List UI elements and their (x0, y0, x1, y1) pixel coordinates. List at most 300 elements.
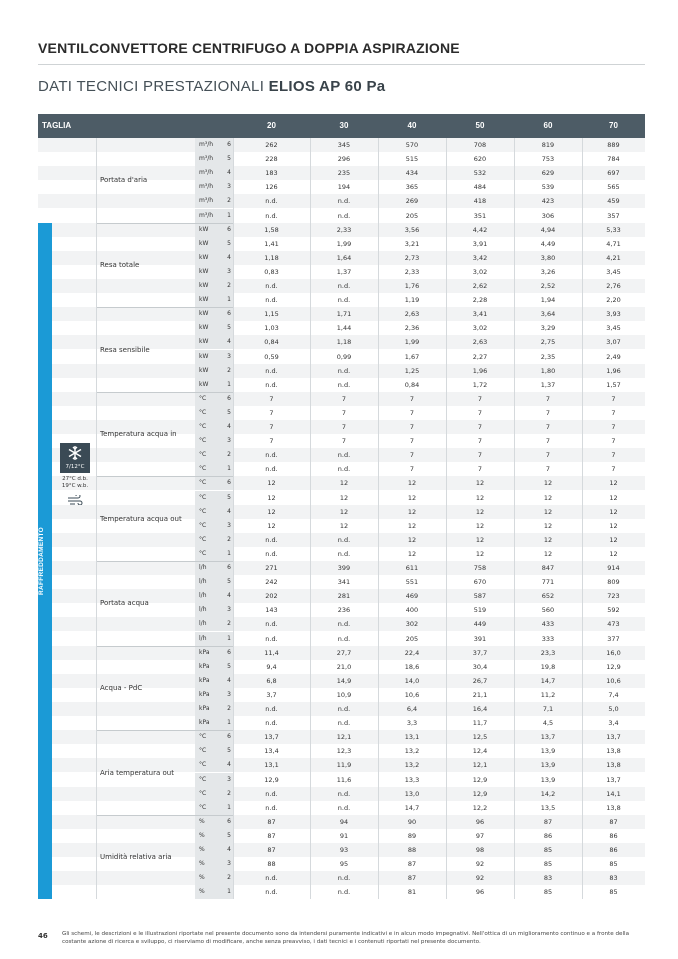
speed-level-cell: 3 (227, 521, 231, 529)
value-cell: 2,20 (606, 296, 621, 305)
header-size-60: 60 (543, 121, 553, 130)
value-cell: 3,41 (472, 310, 488, 319)
value-cell: n.d. (265, 211, 278, 220)
speed-level-cell: 4 (227, 507, 231, 515)
group-divider (96, 307, 233, 308)
value-cell: 87 (407, 874, 417, 883)
value-cell: 13,8 (606, 761, 621, 770)
value-cell: 86 (609, 846, 618, 854)
value-cell: 3,93 (606, 310, 621, 319)
value-cell: 202 (265, 592, 278, 601)
value-cell: n.d. (337, 549, 351, 558)
value-cell: 2,36 (404, 324, 420, 333)
value-cell: 1,18 (336, 338, 352, 347)
value-cell: 0,59 (264, 352, 279, 361)
unit-cell: °C (195, 420, 233, 434)
value-cell: 37,7 (472, 648, 488, 657)
value-cell: 3,4 (608, 719, 619, 728)
value-cell: 12 (475, 479, 485, 488)
value-cell: 3,3 (406, 719, 418, 728)
speed-level-cell: 6 (227, 733, 231, 741)
unit-cell: m³/h (195, 166, 233, 180)
unit-cell: kW (195, 223, 233, 237)
unit-cell: kW (195, 265, 233, 279)
unit-cell: °C (195, 476, 233, 490)
value-cell: 784 (607, 155, 620, 164)
value-cell: 10,9 (336, 690, 352, 699)
header-size-30: 30 (339, 121, 349, 130)
page-number: 46 (38, 932, 48, 940)
unit-cell: kW (195, 378, 233, 392)
value-cell: 85 (543, 888, 553, 897)
value-cell: 14,2 (540, 789, 556, 798)
speed-level-cell: 5 (227, 831, 231, 839)
value-cell: 81 (407, 888, 417, 897)
unit-cell: °C (195, 533, 233, 547)
value-cell: n.d. (337, 874, 351, 883)
unit-cell: l/h (195, 617, 233, 631)
column-divider (310, 138, 311, 899)
value-cell: 3,02 (472, 324, 488, 333)
value-cell: 281 (337, 592, 351, 601)
value-cell: 3,56 (404, 225, 420, 234)
column-divider (446, 138, 447, 899)
value-cell: 12 (543, 479, 553, 488)
speed-level-cell: 1 (227, 549, 231, 557)
value-cell: 16,0 (606, 648, 621, 657)
speed-level-cell: 1 (227, 888, 231, 896)
value-cell: 194 (337, 183, 351, 192)
unit-cell: % (195, 815, 233, 829)
group-label: Temperatura acqua out (100, 514, 182, 523)
header-size-50: 50 (475, 121, 485, 130)
value-cell: 27,7 (336, 648, 352, 657)
value-cell: 0,84 (404, 380, 420, 389)
value-cell: n.d. (337, 705, 351, 713)
value-cell: n.d. (265, 366, 278, 375)
value-cell: 433 (541, 620, 555, 629)
unit-cell: % (195, 843, 233, 857)
value-cell: 12 (267, 493, 276, 502)
column-divider (378, 138, 379, 899)
value-cell: 0,99 (336, 352, 352, 361)
value-cell: 399 (337, 564, 351, 572)
value-cell: 1,57 (606, 380, 621, 389)
value-cell: 12,9 (472, 775, 488, 784)
value-cell: 620 (473, 155, 487, 164)
value-cell: 21,0 (336, 662, 352, 671)
value-cell: 12 (407, 549, 417, 558)
speed-level-cell: 2 (227, 705, 231, 712)
value-cell: 12 (407, 507, 417, 516)
value-cell: 2,33 (404, 267, 420, 276)
column-divider (233, 138, 234, 899)
value-cell: 7 (545, 465, 551, 474)
unit-cell: °C (195, 758, 233, 772)
value-cell: 2,75 (540, 338, 556, 347)
value-cell: 13,1 (264, 761, 279, 770)
value-cell: 592 (607, 606, 620, 615)
value-cell: n.d. (265, 549, 278, 558)
value-cell: 4,21 (606, 253, 621, 262)
value-cell: 1,37 (540, 380, 556, 389)
value-cell: 13,1 (404, 733, 420, 742)
value-cell: 13,8 (606, 803, 621, 812)
value-cell: 7 (545, 451, 551, 460)
cooling-section-label: RAFFREDDAMENTO (38, 527, 45, 595)
value-cell: 7 (611, 408, 616, 417)
value-cell: 7 (409, 465, 415, 474)
value-cell: 87 (543, 817, 553, 826)
value-cell: 183 (265, 169, 278, 178)
value-cell: 723 (607, 592, 620, 601)
value-cell: n.d. (337, 366, 351, 375)
speed-level-cell: 5 (227, 493, 231, 501)
value-cell: 93 (339, 846, 349, 854)
value-cell: 87 (267, 846, 276, 854)
value-cell: 12 (339, 493, 349, 502)
value-cell: 1,15 (264, 310, 279, 319)
value-cell: 7 (545, 408, 551, 417)
value-cell: 13,7 (606, 775, 621, 784)
unit-cell: kW (195, 237, 233, 251)
value-cell: 7 (611, 394, 616, 403)
speed-level-cell: 6 (227, 225, 231, 233)
speed-level-cell: 6 (227, 648, 231, 656)
unit-cell: kW (195, 251, 233, 265)
value-cell: 13,4 (264, 747, 279, 756)
air-flow-icon (67, 490, 83, 509)
value-cell: 1,99 (404, 338, 420, 347)
value-cell: 459 (607, 197, 620, 206)
value-cell: 10,6 (404, 690, 420, 699)
speed-level-cell: 4 (227, 761, 231, 769)
value-cell: 242 (265, 578, 278, 587)
value-cell: 7 (477, 423, 483, 431)
value-cell: 2,49 (606, 352, 621, 361)
value-cell: 13,9 (540, 761, 556, 770)
value-cell: 3,42 (472, 253, 488, 262)
speed-level-cell: 6 (227, 310, 231, 318)
value-cell: 1,41 (264, 239, 279, 248)
value-cell: 12,4 (472, 747, 488, 756)
unit-cell: kPa (195, 688, 233, 702)
speed-level-cell: 2 (227, 451, 231, 459)
value-cell: 12 (407, 479, 417, 488)
value-cell: 85 (543, 860, 553, 869)
title-divider (38, 64, 645, 65)
value-cell: n.d. (337, 451, 351, 460)
value-cell: 3,7 (266, 690, 277, 699)
value-cell: 551 (405, 578, 419, 587)
value-cell: 400 (405, 606, 419, 615)
value-cell: 758 (473, 564, 487, 572)
value-cell: 7 (409, 423, 415, 431)
value-cell: 12,1 (472, 761, 488, 770)
value-cell: 7 (341, 437, 347, 446)
value-cell: 269 (405, 197, 419, 206)
value-cell: n.d. (265, 888, 278, 897)
header-size-40: 40 (407, 121, 417, 130)
unit-cell: % (195, 857, 233, 871)
subtitle-model: ELIOS AP 60 Pa (268, 78, 386, 95)
speed-level-cell: 3 (227, 860, 231, 868)
unit-cell: l/h (195, 603, 233, 617)
value-cell: 14,9 (336, 676, 352, 685)
speed-level-cell: 5 (227, 324, 231, 332)
value-cell: 12 (609, 493, 618, 502)
value-cell: 88 (407, 846, 417, 854)
speed-level-cell: 3 (227, 352, 231, 360)
value-cell: 3,29 (540, 324, 556, 333)
value-cell: 565 (607, 183, 620, 192)
value-cell: 92 (475, 860, 485, 869)
unit-cell: kW (195, 364, 233, 378)
value-cell: 87 (267, 831, 276, 840)
unit-cell: l/h (195, 589, 233, 603)
value-cell: 2,63 (404, 310, 420, 319)
value-cell: n.d. (265, 465, 278, 474)
value-cell: 3,07 (606, 338, 621, 347)
speed-level-cell: 4 (227, 676, 231, 684)
value-cell: 12 (475, 507, 485, 516)
speed-level-cell: 2 (227, 366, 231, 374)
unit-cell: °C (195, 448, 233, 462)
value-cell: n.d. (265, 634, 278, 643)
value-cell: 97 (475, 831, 485, 840)
value-cell: 205 (405, 634, 419, 643)
value-cell: 87 (407, 860, 417, 869)
value-cell: n.d. (265, 282, 278, 290)
dry-bulb-condition: 27°C d.b. (62, 476, 88, 482)
value-cell: 86 (543, 831, 553, 840)
speed-level-cell: 4 (227, 338, 231, 346)
unit-cell: °C (195, 787, 233, 801)
speed-level-cell: 4 (227, 592, 231, 600)
group-label: Portata d'aria (100, 176, 148, 185)
value-cell: 7 (269, 437, 274, 446)
value-cell: 2,76 (606, 282, 621, 290)
speed-level-cell: 2 (227, 789, 231, 797)
value-cell: 143 (265, 606, 278, 615)
value-cell: 12 (267, 507, 276, 516)
value-cell: 2,35 (540, 352, 556, 361)
value-cell: 11,2 (540, 690, 556, 699)
speed-level-cell: 1 (227, 803, 231, 811)
value-cell: 1,58 (264, 225, 279, 234)
value-cell: 1,03 (264, 324, 279, 333)
unit-cell: kW (195, 293, 233, 307)
speed-level-cell: 2 (227, 282, 231, 289)
value-cell: 4,42 (472, 225, 488, 234)
speed-level-cell: 3 (227, 775, 231, 783)
value-cell: 12,9 (264, 775, 279, 784)
value-cell: 570 (405, 141, 419, 149)
value-cell: 85 (543, 846, 553, 854)
value-cell: n.d. (337, 465, 351, 474)
value-cell: 296 (337, 155, 351, 164)
value-cell: 13,9 (540, 775, 556, 784)
value-cell: 532 (473, 169, 487, 178)
value-cell: 3,80 (540, 253, 556, 262)
unit-cell: °C (195, 491, 233, 505)
value-cell: 89 (407, 831, 417, 840)
value-cell: 2,28 (472, 296, 488, 305)
value-cell: 7,4 (608, 690, 619, 699)
unit-cell: % (195, 885, 233, 899)
value-cell: 889 (607, 141, 620, 149)
value-cell: 7 (341, 394, 347, 403)
unit-cell: °C (195, 801, 233, 815)
speed-level-cell: 2 (227, 535, 231, 543)
value-cell: 1,99 (336, 239, 352, 248)
value-cell: n.d. (265, 380, 278, 389)
value-cell: 13,8 (606, 747, 621, 756)
value-cell: 12 (339, 507, 349, 516)
value-cell: 7 (269, 423, 274, 431)
value-cell: 847 (541, 564, 555, 572)
speed-level-cell: 6 (227, 564, 231, 571)
value-cell: 12 (407, 521, 417, 530)
value-cell: 351 (473, 211, 487, 220)
speed-level-cell: 5 (227, 747, 231, 755)
unit-cell: kW (195, 350, 233, 364)
value-cell: 98 (475, 846, 485, 854)
unit-cell: m³/h (195, 180, 233, 194)
value-cell: 16,4 (472, 705, 488, 713)
value-cell: 0,84 (264, 338, 279, 347)
group-label: Temperatura acqua in (100, 430, 177, 439)
value-cell: 9,4 (266, 662, 277, 671)
value-cell: 13,2 (404, 747, 420, 756)
value-cell: n.d. (265, 789, 278, 798)
value-cell: 12,2 (472, 803, 488, 812)
speed-level-cell: 5 (227, 239, 231, 247)
value-cell: 12 (339, 479, 349, 488)
unit-cell: l/h (195, 632, 233, 646)
value-cell: 11,7 (472, 719, 488, 728)
value-cell: 4,5 (542, 719, 554, 728)
value-cell: 1,96 (606, 366, 621, 375)
value-cell: 4,49 (540, 239, 556, 248)
value-cell: 469 (405, 592, 419, 601)
value-cell: 12 (609, 507, 618, 516)
speed-level-cell: 6 (227, 817, 231, 825)
group-divider (96, 646, 233, 647)
unit-cell: m³/h (195, 152, 233, 166)
value-cell: 3,02 (472, 267, 488, 276)
speed-level-cell: 1 (227, 296, 231, 304)
value-cell: 1,71 (336, 310, 352, 319)
speed-level-cell: 1 (227, 719, 231, 727)
value-cell: 365 (405, 183, 419, 192)
value-cell: 2,27 (472, 352, 488, 361)
value-cell: 611 (405, 564, 419, 572)
value-cell: 1,80 (540, 366, 556, 375)
value-cell: 1,72 (472, 380, 488, 389)
value-cell: 126 (265, 183, 278, 192)
value-cell: 12 (543, 521, 553, 530)
speed-level-cell: 5 (227, 155, 231, 163)
value-cell: n.d. (337, 620, 351, 629)
value-cell: 697 (607, 169, 620, 178)
value-cell: 652 (541, 592, 555, 601)
value-cell: 12 (475, 493, 485, 502)
value-cell: 14,7 (404, 803, 420, 812)
value-cell: 12 (609, 521, 618, 530)
value-cell: 12 (475, 521, 485, 530)
value-cell: 12 (543, 507, 553, 516)
speed-level-cell: 1 (227, 211, 231, 219)
value-cell: n.d. (265, 803, 278, 812)
water-temp-label: 7/12°C (65, 464, 85, 470)
unit-cell: °C (195, 462, 233, 476)
value-cell: 13,7 (606, 733, 621, 742)
speed-level-cell: 4 (227, 423, 231, 430)
unit-cell: kW (195, 307, 233, 321)
value-cell: 7 (477, 451, 483, 460)
page-subtitle (38, 78, 385, 95)
value-cell: 434 (405, 169, 419, 178)
value-cell: 12 (475, 549, 485, 558)
value-cell: n.d. (337, 634, 351, 643)
value-cell: 3,91 (472, 239, 488, 248)
subtitle-light: DATI TECNICI PRESTAZIONALI (38, 78, 269, 95)
unit-cell: °C (195, 730, 233, 744)
value-cell: 87 (609, 817, 618, 826)
value-cell: 12,3 (336, 747, 352, 756)
speed-level-cell: 3 (227, 437, 231, 445)
value-cell: 1,19 (404, 296, 420, 305)
value-cell: n.d. (337, 535, 351, 544)
value-cell: 7 (477, 408, 483, 417)
value-cell: 14,1 (606, 789, 621, 798)
value-cell: 1,25 (404, 366, 420, 375)
value-cell: n.d. (265, 197, 278, 206)
value-cell: 333 (541, 634, 555, 643)
value-cell: n.d. (337, 789, 351, 798)
value-cell: 12 (407, 493, 417, 502)
value-cell: 96 (475, 817, 485, 826)
value-cell: 473 (607, 620, 620, 629)
value-cell: 85 (609, 860, 618, 869)
value-cell: 235 (337, 169, 351, 178)
value-cell: 7 (611, 465, 616, 474)
speed-level-cell: 6 (227, 479, 231, 487)
value-cell: 12 (475, 535, 485, 544)
value-cell: 92 (475, 874, 485, 883)
value-cell: 7 (409, 437, 415, 446)
group-divider (96, 730, 233, 731)
value-cell: 819 (541, 141, 555, 149)
speed-level-cell: 3 (227, 690, 231, 698)
value-cell: 22,4 (404, 648, 420, 657)
value-cell: 11,6 (336, 775, 352, 784)
value-cell: 86 (609, 831, 618, 840)
value-cell: n.d. (337, 197, 351, 206)
value-cell: 306 (541, 211, 555, 220)
value-cell: 7 (545, 394, 551, 403)
value-cell: 12 (267, 479, 276, 488)
speed-level-cell: 5 (227, 578, 231, 586)
value-cell: 7 (477, 437, 483, 446)
value-cell: 3,21 (404, 239, 420, 248)
value-cell: 423 (541, 197, 555, 206)
value-cell: 515 (405, 155, 419, 164)
value-cell: 12,1 (336, 733, 352, 742)
unit-cell: °C (195, 505, 233, 519)
value-cell: 771 (541, 578, 555, 587)
